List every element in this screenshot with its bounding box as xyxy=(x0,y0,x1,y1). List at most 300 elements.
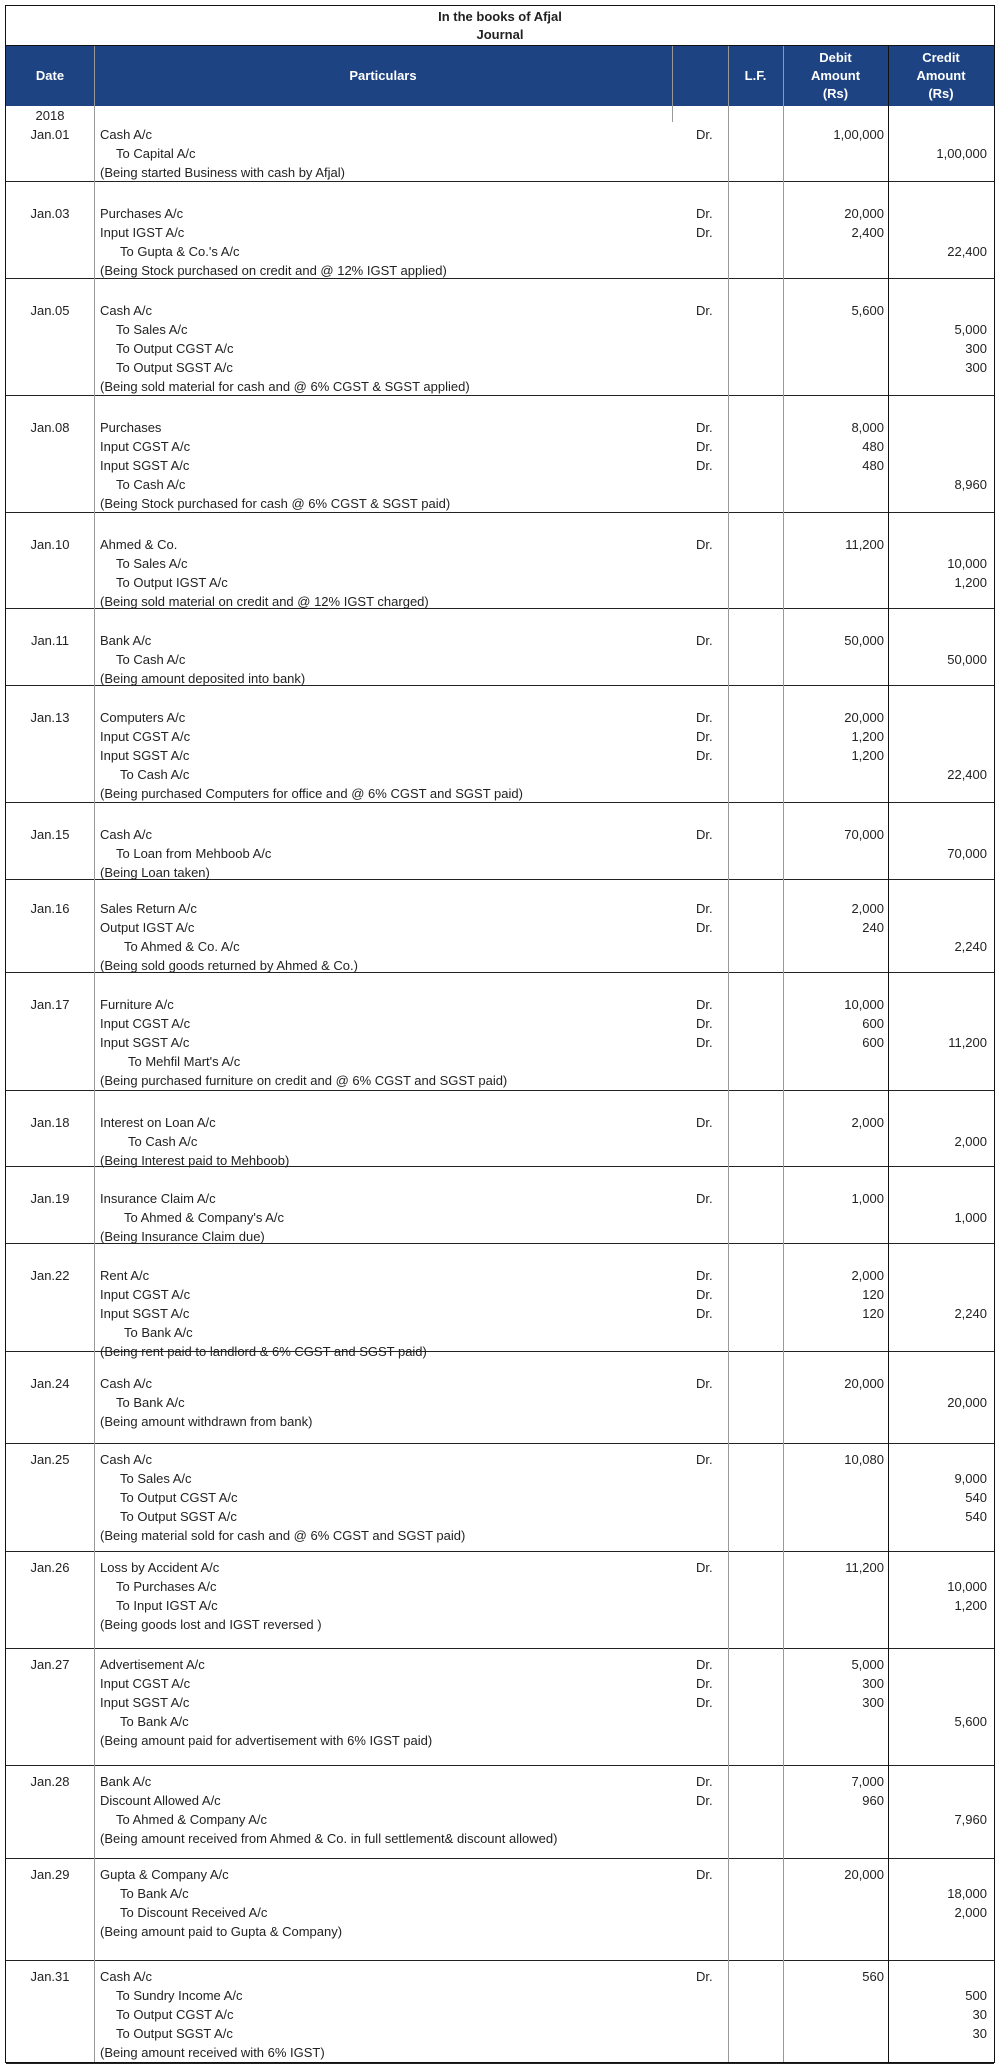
narration: (Being sold material for cash and @ 6% CGST & SGST applied) xyxy=(100,379,470,394)
entry-line xyxy=(6,1810,994,1829)
narration: (Being amount paid for advertisement with 6% IGST paid) xyxy=(100,1733,433,1748)
entry-line xyxy=(6,1052,994,1071)
dr-marker: Dr. xyxy=(696,633,713,648)
debit-amount: 300 xyxy=(862,1695,884,1710)
entry-line xyxy=(6,2043,994,2062)
credit-amount: 10,000 xyxy=(947,1579,987,1594)
journal-entry xyxy=(6,1091,994,1167)
entry-line xyxy=(6,708,994,727)
credit-amount: 1,200 xyxy=(954,575,987,590)
entry-line xyxy=(6,535,994,554)
dr-marker: Dr. xyxy=(696,729,713,744)
credit-amount: 2,240 xyxy=(954,1306,987,1321)
dr-marker: Dr. xyxy=(696,1376,713,1391)
journal-entry xyxy=(6,182,994,279)
narration: (Being purchased furniture on credit and @ 6% CGST and SGST paid) xyxy=(100,1073,508,1088)
credit-account: To Output SGST A/c xyxy=(116,360,233,375)
entry-line xyxy=(6,494,994,513)
entry-line xyxy=(6,727,994,746)
debit-account: Gupta & Company A/c xyxy=(100,1867,229,1882)
dr-marker: Dr. xyxy=(696,206,713,221)
debit-account: Input CGST A/c xyxy=(100,1676,191,1691)
debit-account: Cash A/c xyxy=(100,1376,153,1391)
dr-marker: Dr. xyxy=(696,710,713,725)
credit-account: To Output CGST A/c xyxy=(120,1490,238,1505)
entry-line xyxy=(6,1033,994,1052)
debit-amount: 50,000 xyxy=(844,633,884,648)
narration: (Being amount received with 6% IGST) xyxy=(100,2045,325,2060)
entry-line xyxy=(6,204,994,223)
narration: (Being amount withdrawn from bank) xyxy=(100,1414,313,1429)
debit-account: Input CGST A/c xyxy=(100,1287,191,1302)
entry-line xyxy=(6,1615,994,1634)
entry-date: Jan.26 xyxy=(30,1560,70,1575)
credit-amount: 20,000 xyxy=(947,1395,987,1410)
entry-line xyxy=(6,573,994,592)
entry-line xyxy=(6,1208,994,1227)
narration: (Being Loan taken) xyxy=(100,865,210,880)
debit-account: Furniture A/c xyxy=(100,997,174,1012)
credit-account: To Output CGST A/c xyxy=(116,341,234,356)
credit-account: To Output IGST A/c xyxy=(116,575,228,590)
narration: (Being Stock purchased on credit and @ 12% IGST applied) xyxy=(100,263,447,278)
debit-amount: 20,000 xyxy=(844,1867,884,1882)
dr-marker: Dr. xyxy=(696,901,713,916)
entry-line xyxy=(6,437,994,456)
dr-marker: Dr. xyxy=(696,1793,713,1808)
dr-marker: Dr. xyxy=(696,1268,713,1283)
entry-date: Jan.17 xyxy=(30,997,70,1012)
entry-line xyxy=(6,1450,994,1469)
debit-account: Input CGST A/c xyxy=(100,439,191,454)
entry-line xyxy=(6,261,994,280)
narration: (Being started Business with cash by Afjal) xyxy=(100,165,345,180)
column-divider xyxy=(728,46,729,2062)
debit-account: Cash A/c xyxy=(100,827,153,842)
credit-account: To Mehfil Mart's A/c xyxy=(128,1054,241,1069)
entry-line xyxy=(6,301,994,320)
debit-account: Input SGST A/c xyxy=(100,1035,190,1050)
entry-date: Jan.16 xyxy=(30,901,70,916)
entry-line xyxy=(6,223,994,242)
entry-date: Jan.01 xyxy=(30,127,70,142)
entry-line xyxy=(6,784,994,803)
journal-entry xyxy=(6,396,994,513)
dr-marker: Dr. xyxy=(696,827,713,842)
entry-date: Jan.31 xyxy=(30,1969,70,1984)
dr-marker: Dr. xyxy=(696,1306,713,1321)
debit-amount: 2,000 xyxy=(851,901,884,916)
journal-entry xyxy=(6,106,994,182)
debit-amount: 10,080 xyxy=(844,1452,884,1467)
credit-account: To Capital A/c xyxy=(116,146,196,161)
entry-date: Jan.11 xyxy=(30,633,70,648)
debit-account: Input CGST A/c xyxy=(100,1016,191,1031)
entry-line xyxy=(6,456,994,475)
debit-amount: 10,000 xyxy=(844,997,884,1012)
journal-entry xyxy=(6,686,994,803)
journal-entry xyxy=(6,1352,994,1444)
entry-line xyxy=(6,844,994,863)
entry-line xyxy=(6,918,994,937)
entry-line xyxy=(6,1488,994,1507)
debit-amount: 2,400 xyxy=(851,225,884,240)
entry-line xyxy=(6,1922,994,1941)
debit-amount: 960 xyxy=(862,1793,884,1808)
debit-amount: 8,000 xyxy=(851,420,884,435)
dr-marker: Dr. xyxy=(696,1016,713,1031)
journal-entry xyxy=(6,1244,994,1359)
credit-amount: 11,200 xyxy=(948,1035,987,1050)
debit-header-line: Amount xyxy=(810,68,861,83)
entry-line xyxy=(6,554,994,573)
entry-line xyxy=(6,1113,994,1132)
dr-marker: Dr. xyxy=(696,439,713,454)
entry-line xyxy=(6,1884,994,1903)
entry-line xyxy=(6,1374,994,1393)
debit-account: Rent A/c xyxy=(100,1268,150,1283)
debit-amount: 560 xyxy=(862,1969,884,1984)
narration: (Being amount deposited into bank) xyxy=(100,671,306,686)
entry-line xyxy=(6,1655,994,1674)
entry-line xyxy=(6,1967,994,1986)
credit-amount: 8,960 xyxy=(954,477,987,492)
debit-amount: 1,000 xyxy=(851,1191,884,1206)
debit-amount: 300 xyxy=(862,1676,884,1691)
debit-amount: 5,600 xyxy=(851,303,884,318)
entry-line xyxy=(6,475,994,494)
credit-header-line: Credit xyxy=(922,50,960,65)
debit-account: Insurance Claim A/c xyxy=(100,1191,216,1206)
dr-marker: Dr. xyxy=(696,1867,713,1882)
credit-amount: 5,000 xyxy=(954,322,987,337)
credit-header-line: (Rs) xyxy=(928,86,954,101)
debit-header-line: Debit xyxy=(819,50,852,65)
credit-amount: 70,000 xyxy=(947,846,987,861)
debit-account: Output IGST A/c xyxy=(100,920,195,935)
dr-marker: Dr. xyxy=(696,127,713,142)
credit-amount: 540 xyxy=(965,1509,987,1524)
dr-marker: Dr. xyxy=(696,303,713,318)
column-divider xyxy=(672,46,673,122)
entry-line xyxy=(6,1469,994,1488)
dr-marker: Dr. xyxy=(696,1560,713,1575)
narration: (Being rent paid to landlord & 6% CGST and SGST paid) xyxy=(100,1344,427,1359)
credit-account: To Output CGST A/c xyxy=(116,2007,234,2022)
credit-account: To Cash A/c xyxy=(120,767,190,782)
narration: (Being sold material on credit and @ 12% IGST charged) xyxy=(100,594,429,609)
debit-account: Discount Allowed A/c xyxy=(100,1793,221,1808)
entry-line xyxy=(6,1189,994,1208)
credit-amount: 1,00,000 xyxy=(936,146,987,161)
journal-entry xyxy=(6,973,994,1091)
debit-amount: 5,000 xyxy=(851,1657,884,1672)
credit-account: To Bank A/c xyxy=(120,1714,189,1729)
entry-line xyxy=(6,765,994,784)
entry-line xyxy=(6,125,994,144)
entry-date: Jan.18 xyxy=(30,1115,70,1130)
debit-amount: 240 xyxy=(862,920,884,935)
journal-entry xyxy=(6,1552,994,1649)
col-debit-header xyxy=(783,46,888,106)
entry-line xyxy=(6,1526,994,1545)
entry-date: Jan.25 xyxy=(30,1452,70,1467)
debit-account: Bank A/c xyxy=(100,633,152,648)
journal-header xyxy=(6,6,994,46)
entry-line xyxy=(6,1132,994,1151)
entry-line xyxy=(6,1507,994,1526)
column-header-row xyxy=(6,46,994,106)
entry-line xyxy=(6,995,994,1014)
dr-marker: Dr. xyxy=(696,1774,713,1789)
entry-line xyxy=(6,1558,994,1577)
entry-line xyxy=(6,242,994,261)
entry-line xyxy=(6,418,994,437)
entry-line xyxy=(6,1986,994,2005)
entry-date: Jan.10 xyxy=(30,537,70,552)
credit-amount: 30 xyxy=(972,2007,987,2022)
entry-line xyxy=(6,1865,994,1884)
entry-line xyxy=(6,937,994,956)
dr-marker: Dr. xyxy=(696,1676,713,1691)
col-credit-header xyxy=(888,46,994,106)
credit-account: To Bank A/c xyxy=(116,1395,185,1410)
debit-account: Advertisement A/c xyxy=(100,1657,205,1672)
journal-entry xyxy=(6,1961,994,2064)
journal-entry xyxy=(6,1167,994,1244)
entry-date: Jan.22 xyxy=(30,1268,70,1283)
entry-line xyxy=(6,1393,994,1412)
entry-date: Jan.19 xyxy=(30,1191,70,1206)
debit-amount: 600 xyxy=(862,1016,884,1031)
credit-account: To Sundry Income A/c xyxy=(116,1988,243,2003)
debit-account: Input SGST A/c xyxy=(100,458,190,473)
debit-amount: 20,000 xyxy=(844,1376,884,1391)
debit-account: Input IGST A/c xyxy=(100,225,185,240)
entry-line xyxy=(6,1772,994,1791)
credit-amount: 22,400 xyxy=(947,767,987,782)
narration: (Being amount received from Ahmed & Co. in full settlement& discount allowed) xyxy=(100,1831,558,1846)
debit-amount: 1,200 xyxy=(851,748,884,763)
credit-amount: 2,000 xyxy=(954,1905,987,1920)
credit-account: To Sales A/c xyxy=(116,556,188,571)
dr-marker: Dr. xyxy=(696,1287,713,1302)
dr-marker: Dr. xyxy=(696,537,713,552)
debit-account: Interest on Loan A/c xyxy=(100,1115,216,1130)
credit-amount: 5,600 xyxy=(954,1714,987,1729)
journal-entry xyxy=(6,1766,994,1859)
debit-account: Input CGST A/c xyxy=(100,729,191,744)
debit-amount: 480 xyxy=(862,458,884,473)
debit-account: Ahmed & Co. xyxy=(100,537,178,552)
entry-date: Jan.28 xyxy=(30,1774,70,1789)
debit-account: Purchases A/c xyxy=(100,206,184,221)
debit-amount: 480 xyxy=(862,439,884,454)
credit-amount: 1,200 xyxy=(954,1598,987,1613)
credit-account: To Purchases A/c xyxy=(116,1579,217,1594)
credit-amount: 540 xyxy=(965,1490,987,1505)
entry-line xyxy=(6,1731,994,1750)
journal-sheet xyxy=(5,5,995,2063)
debit-account: Cash A/c xyxy=(100,127,153,142)
debit-account: Loss by Accident A/c xyxy=(100,1560,220,1575)
narration: (Being amount paid to Gupta & Company) xyxy=(100,1924,343,1939)
journal-entry xyxy=(6,609,994,686)
credit-amount: 7,960 xyxy=(954,1812,987,1827)
debit-amount: 11,200 xyxy=(845,537,884,552)
credit-amount: 500 xyxy=(965,1988,987,2003)
credit-account: To Ahmed & Company A/c xyxy=(116,1812,268,1827)
entry-date: Jan.24 xyxy=(30,1376,70,1391)
narration: (Being goods lost and IGST reversed ) xyxy=(100,1617,322,1632)
entry-line xyxy=(6,1693,994,1712)
dr-marker: Dr. xyxy=(696,1695,713,1710)
entry-line xyxy=(6,1712,994,1731)
entry-line xyxy=(6,631,994,650)
entry-line xyxy=(6,1791,994,1810)
debit-account: Cash A/c xyxy=(100,1969,153,1984)
credit-header-line: Amount xyxy=(916,68,966,83)
credit-account: To Output SGST A/c xyxy=(116,2026,233,2041)
narration: (Being material sold for cash and @ 6% CGST and SGST paid) xyxy=(100,1528,466,1543)
dr-marker: Dr. xyxy=(696,458,713,473)
credit-account: To Input IGST A/c xyxy=(116,1598,218,1613)
entry-line xyxy=(6,1323,994,1342)
credit-amount: 22,400 xyxy=(947,244,987,259)
entry-date: Jan.03 xyxy=(30,206,70,221)
journal-entry xyxy=(6,1649,994,1766)
debit-amount: 600 xyxy=(862,1035,884,1050)
narration: (Being Insurance Claim due) xyxy=(100,1229,265,1244)
debit-header-line: (Rs) xyxy=(822,86,849,101)
debit-amount: 2,000 xyxy=(851,1115,884,1130)
entry-line xyxy=(6,1412,994,1431)
dr-marker: Dr. xyxy=(696,1191,713,1206)
entry-line xyxy=(6,320,994,339)
debit-account: Input SGST A/c xyxy=(100,1306,190,1321)
entry-line xyxy=(6,1285,994,1304)
entry-date: Jan.27 xyxy=(30,1657,70,1672)
narration: (Being purchased Computers for office and @ 6% CGST and SGST paid) xyxy=(100,786,523,801)
debit-account: Cash A/c xyxy=(100,303,153,318)
credit-account: To Bank A/c xyxy=(124,1325,193,1340)
entry-line xyxy=(6,1304,994,1323)
col-lf-header: L.F. xyxy=(744,68,767,83)
dr-marker: Dr. xyxy=(696,920,713,935)
journal-entry xyxy=(6,1444,994,1552)
column-divider xyxy=(888,46,889,2062)
dr-marker: Dr. xyxy=(696,748,713,763)
column-divider xyxy=(94,46,95,2062)
entry-date: Jan.29 xyxy=(30,1867,70,1882)
debit-amount: 1,00,000 xyxy=(833,127,884,142)
credit-amount: 2,240 xyxy=(954,939,987,954)
debit-amount: 20,000 xyxy=(844,206,884,221)
entry-line xyxy=(6,2024,994,2043)
dr-marker: Dr. xyxy=(696,225,713,240)
credit-account: To Cash A/c xyxy=(116,477,186,492)
credit-account: To Sales A/c xyxy=(120,1471,192,1486)
entry-line xyxy=(6,339,994,358)
credit-account: To Discount Received A/c xyxy=(120,1905,268,1920)
entry-line xyxy=(6,377,994,396)
debit-amount: 120 xyxy=(862,1306,884,1321)
journal-entry xyxy=(6,279,994,396)
debit-amount: 20,000 xyxy=(844,710,884,725)
credit-account: To Loan from Mehboob A/c xyxy=(116,846,272,861)
entry-line xyxy=(6,1829,994,1848)
dr-marker: Dr. xyxy=(696,420,713,435)
entry-line xyxy=(6,1071,994,1090)
column-divider xyxy=(783,46,784,2062)
credit-account: To Ahmed & Co. A/c xyxy=(124,939,240,954)
dr-marker: Dr. xyxy=(696,1452,713,1467)
credit-amount: 2,000 xyxy=(954,1134,987,1149)
credit-account: To Cash A/c xyxy=(116,652,186,667)
debit-account: Input SGST A/c xyxy=(100,748,190,763)
credit-amount: 30 xyxy=(972,2026,987,2041)
entry-line xyxy=(6,825,994,844)
journal-entry xyxy=(6,880,994,973)
entry-date: Jan.15 xyxy=(30,827,70,842)
entry-line xyxy=(6,1014,994,1033)
narration: (Being Stock purchased for cash @ 6% CGST & SGST paid) xyxy=(100,496,451,511)
dr-marker: Dr. xyxy=(696,997,713,1012)
debit-amount: 2,000 xyxy=(851,1268,884,1283)
books-title: In the books of Afjal xyxy=(438,9,562,24)
entry-line xyxy=(6,2005,994,2024)
credit-amount: 300 xyxy=(965,341,987,356)
debit-account: Computers A/c xyxy=(100,710,186,725)
entry-date: Jan.05 xyxy=(30,303,70,318)
credit-account: To Bank A/c xyxy=(120,1886,189,1901)
debit-account: Bank A/c xyxy=(100,1774,152,1789)
entry-date: Jan.13 xyxy=(30,710,70,725)
credit-amount: 9,000 xyxy=(954,1471,987,1486)
entry-date: Jan.08 xyxy=(30,420,70,435)
narration: (Being Interest paid to Mehboob) xyxy=(100,1153,290,1168)
dr-marker: Dr. xyxy=(696,1115,713,1130)
dr-marker: Dr. xyxy=(696,1035,713,1050)
debit-amount: 70,000 xyxy=(844,827,884,842)
journal-entry xyxy=(6,513,994,609)
dr-marker: Dr. xyxy=(696,1969,713,1984)
debit-amount: 1,200 xyxy=(851,729,884,744)
narration: (Being sold goods returned by Ahmed & Co.) xyxy=(100,958,358,973)
debit-amount: 7,000 xyxy=(851,1774,884,1789)
entry-line xyxy=(6,1674,994,1693)
debit-account: Cash A/c xyxy=(100,1452,153,1467)
dr-marker: Dr. xyxy=(696,1657,713,1672)
debit-account: Input SGST A/c xyxy=(100,1695,190,1710)
credit-amount: 1,000 xyxy=(954,1210,987,1225)
journal-entry xyxy=(6,1859,994,1961)
entry-line xyxy=(6,1577,994,1596)
credit-account: To Ahmed & Company's A/c xyxy=(124,1210,285,1225)
entry-line xyxy=(6,1266,994,1285)
entry-line xyxy=(6,144,994,163)
debit-amount: 11,200 xyxy=(845,1560,884,1575)
col-date-header: Date xyxy=(35,68,65,83)
entry-line xyxy=(6,650,994,669)
credit-amount: 10,000 xyxy=(947,556,987,571)
journal-title: Journal xyxy=(476,27,524,42)
debit-account: Sales Return A/c xyxy=(100,901,197,916)
entry-line xyxy=(6,899,994,918)
entry-year: 2018 xyxy=(35,108,65,123)
entry-line xyxy=(6,1903,994,1922)
credit-account: To Gupta & Co.'s A/c xyxy=(120,244,240,259)
